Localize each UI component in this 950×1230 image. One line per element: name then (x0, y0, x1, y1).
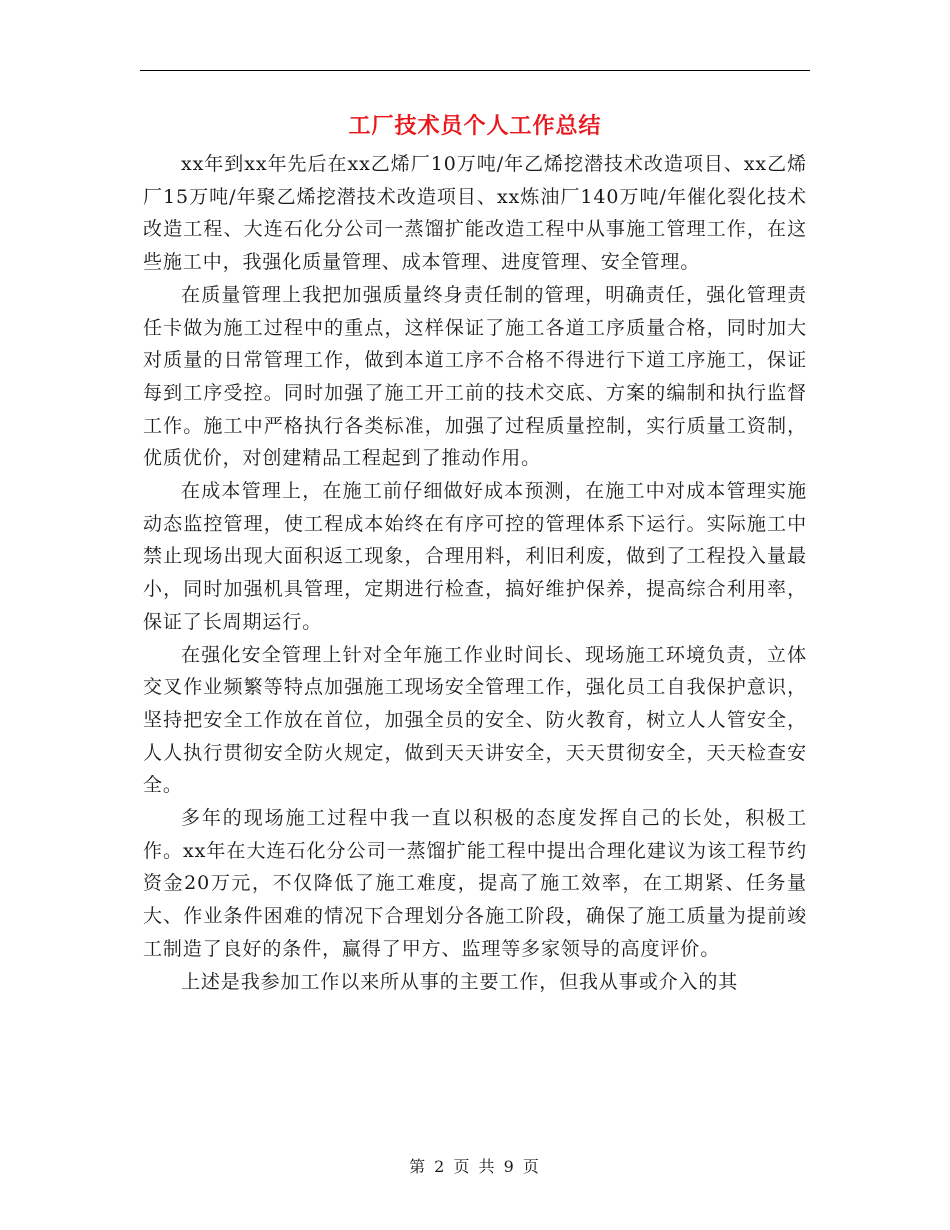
paragraph-intro: xx年到xx年先后在xx乙烯厂10万吨/年乙烯挖潜技术改造项目、xx乙烯厂15万吨/年聚乙烯挖潜技术改造项目、xx炼油厂140万吨/年催化裂化技术改造工程、大连石化分公司一蒸馏扩能改造工程中从事施工管理工作，在这些施工中，我强化质量管理、成本管理、进度管理、安全管理。 (143, 153, 807, 274)
document-body (143, 148, 807, 998)
paragraph-achievements: 多年的现场施工过程中我一直以积极的态度发挥自己的长处，积极工作。xx年在大连石化分公司一蒸馏扩能工程中提出合理化建议为该工程节约资金20万元，不仅降低了施工难度，提高了施工效率，在工期紧、任务量大、作业条件困难的情况下合理划分各施工阶段，确保了施工质量为提前竣工制造了良好的条件，赢得了甲方、监理等多家领导的高度评价。 (143, 807, 807, 960)
paragraph-summary: 上述是我参加工作以来所从事的主要工作，但我从事或介入的其 (181, 970, 739, 993)
paragraph-cost-management: 在成本管理上，在施工前仔细做好成本预测，在施工中对成本管理实施动态监控管理，使工程成本始终在有序可控的管理体系下运行。实际施工中禁止现场出现大面积返工现象，合理用料，利旧利废，做到了工程投入量最小，同时加强机具管理，定期进行检查，搞好维护保养，提高综合利用率，保证了长周期运行。 (143, 480, 807, 633)
header-rule (140, 70, 810, 71)
page-number-footer: 第 2 页 共 9 页 (409, 1157, 541, 1176)
paragraph-quality-management: 在质量管理上我把加强质量终身责任制的管理，明确责任，强化管理责任卡做为施工过程中的重点，这样保证了施工各道工序质量合格，同时加大对质量的日常管理工作，做到本道工序不合格不得进行下道工序施工，保证每到工序受控。同时加强了施工开工前的技术交底、方案的编制和执行监督工作。施工中严格执行各类标准，加强了过程质量控制，实行质量工资制，优质优价，对创建精品工程起到了推动作用。 (143, 283, 807, 470)
paragraph-safety-management: 在强化安全管理上针对全年施工作业时间长、现场施工环境负责，立体交叉作业频繁等特点加强施工现场安全管理工作，强化员工自我保护意识，坚持把安全工作放在首位，加强全员的安全、防火教育，树立人人管安全，人人执行贯彻安全防火规定，做到天天讲安全，天天贯彻安全，天天检查安全。 (143, 643, 807, 797)
document-title: 工厂技术员个人工作总结 (348, 113, 602, 139)
